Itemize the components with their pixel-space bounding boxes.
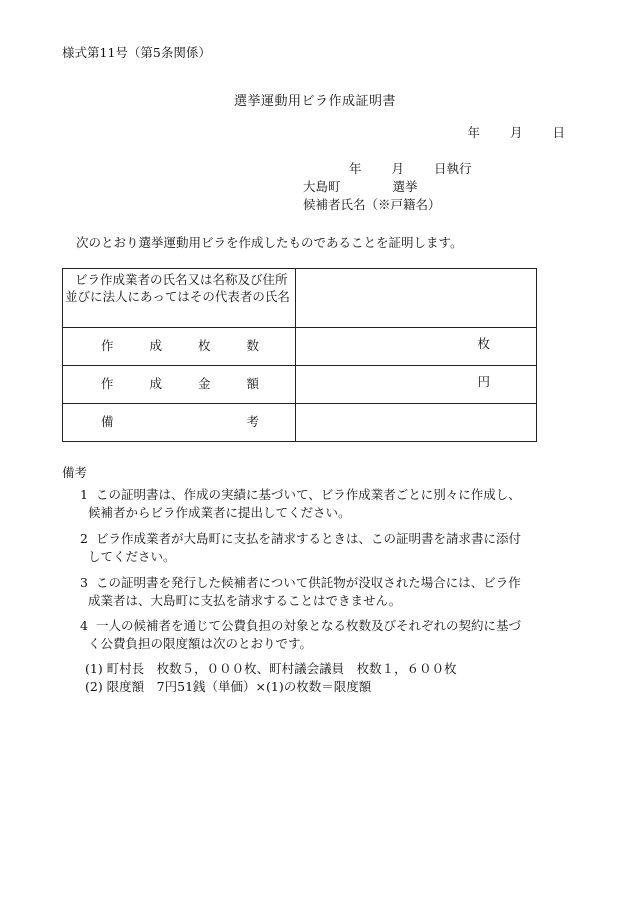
remarks-heading: 備考 [62, 465, 88, 480]
count-label-char: 作 [101, 338, 114, 354]
remark-item [62, 530, 562, 566]
remark-number: 3 [80, 575, 88, 590]
count-label-cell [63, 328, 296, 366]
remark-text: この証明書は、作成の実績に基づいて、ビラ作成業者ごとに別々に作成し、 [96, 487, 521, 502]
remark-item [62, 486, 562, 522]
remark-text-cont: 候補者からビラ作成業者に提出してください。 [88, 505, 351, 520]
amount-label-char: 成 [149, 376, 162, 392]
table-row [63, 328, 537, 366]
remark-number: 2 [80, 531, 88, 546]
remarks-label-cell [63, 404, 296, 442]
amount-label [63, 378, 295, 391]
vendor-label-cell [63, 269, 296, 328]
amount-label-char: 金 [197, 376, 211, 392]
amount-label-cell [63, 366, 296, 404]
remark-text-cont: 成業者は、大島町に支払を請求することはできません。 [88, 593, 402, 608]
remarks-value-cell[interactable] [296, 404, 537, 442]
count-value-cell[interactable] [296, 328, 537, 366]
election-line [303, 181, 418, 194]
remark-text: この証明書を発行した候補者について供託物が没収された場合には、ビラ作 [96, 575, 521, 590]
exec-month: 月 [391, 161, 405, 176]
execution-date [349, 163, 472, 176]
issue-month: 月 [509, 125, 523, 140]
remark-text: ビラ作成業者が大島町に支払を請求するときは、この証明書を請求書に添付 [96, 531, 522, 546]
remark-item [62, 574, 562, 610]
issue-day: 日 [552, 125, 565, 140]
amount-unit: 円 [477, 374, 490, 390]
form-number: 様式第11号（第5条関係） [62, 45, 211, 60]
remark-subitem-1: (1) 町村長 枚数５，０００枚、町村議会議員 枚数１，６００枚 [85, 661, 457, 676]
remark-subitem-2: (2) 限度額 7円51銭（単価）×(1)の枚数＝限度額 [85, 679, 372, 694]
count-unit: 枚 [477, 336, 490, 352]
vendor-value-cell[interactable] [296, 269, 537, 328]
remarks-label-char: 考 [246, 414, 259, 430]
document-title: 選挙運動用ビラ作成証明書 [233, 94, 396, 109]
remark-text-cont: く公費負担の限度額は次のとおりです。 [88, 636, 313, 651]
certificate-table [62, 268, 537, 442]
count-label-char: 数 [246, 338, 259, 354]
table-row [63, 269, 537, 328]
remark-text: 一人の候補者を通じて公費負担の対象となる枚数及びそれぞれの契約に基づ [96, 618, 522, 633]
amount-label-char: 額 [246, 376, 259, 392]
count-label-char: 枚 [197, 338, 211, 354]
remark-text-cont: してください。 [88, 549, 176, 564]
issue-year: 年 [467, 125, 480, 140]
count-label [63, 340, 295, 353]
exec-year: 年 [349, 161, 362, 176]
exec-day: 日執行 [434, 161, 472, 176]
remark-number: 4 [80, 618, 88, 633]
table-row [63, 366, 537, 404]
candidate-name-label: 候補者氏名（※戸籍名） [303, 197, 441, 212]
intro-statement: 次のとおり選挙運動用ビラを作成したものであることを証明します。 [76, 235, 463, 250]
remarks-label [63, 416, 295, 429]
remark-number: 1 [80, 487, 88, 502]
remark-item [62, 617, 562, 653]
town-name: 大島町 [303, 179, 341, 194]
table-row [63, 404, 537, 442]
election-word: 選挙 [392, 179, 418, 194]
amount-value-cell[interactable] [296, 366, 537, 404]
issue-date [467, 127, 565, 140]
count-label-char: 成 [149, 338, 162, 354]
amount-label-char: 作 [101, 376, 114, 392]
vendor-label: ビラ作成業者の氏名又は名称及び住所並びに法人にあってはその代表者の氏名 [65, 272, 290, 304]
remarks-label-char: 備 [101, 414, 114, 430]
